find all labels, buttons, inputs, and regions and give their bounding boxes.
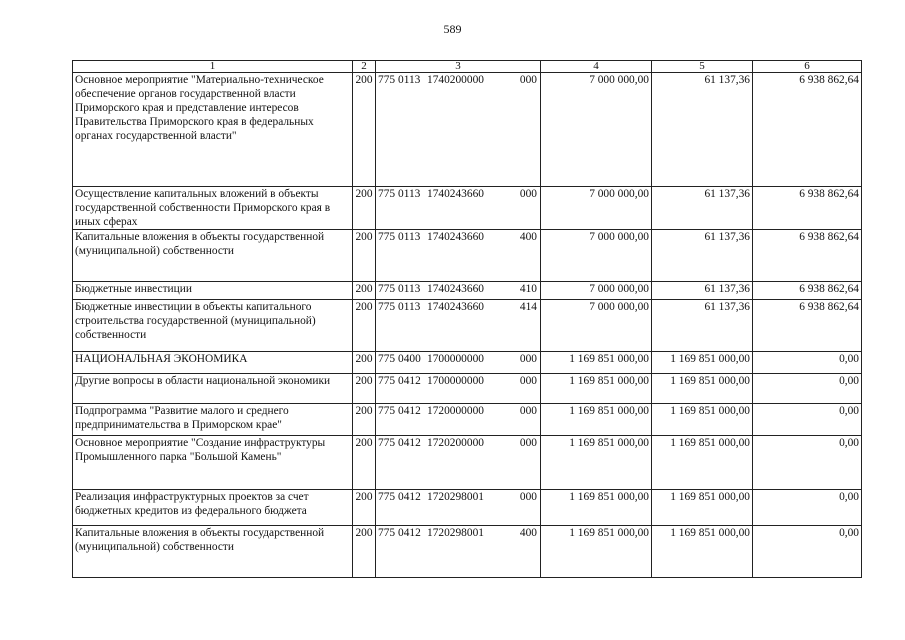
row-classification-codes [376, 490, 541, 526]
code-expense-type: 414 [519, 301, 537, 313]
row-classification-codes [376, 282, 541, 300]
row-code-col2: 200 [353, 526, 376, 578]
row-amount-col6: 6 938 862,64 [753, 230, 862, 282]
row-amount-col6: 0,00 [753, 436, 862, 490]
row-name: Бюджетные инвестиции в объекты капитального строительства государственной (муниципальной) собственности [73, 300, 353, 352]
row-amount-col5: 61 137,36 [652, 73, 753, 187]
row-code-col2: 200 [353, 187, 376, 230]
row-code-col2: 200 [353, 300, 376, 352]
code-section: 0113 [398, 74, 421, 86]
column-header-4: 4 [541, 61, 652, 73]
row-amount-col4: 1 169 851 000,00 [541, 526, 652, 578]
row-name: Капитальные вложения в объекты государственной (муниципальной) собственности [73, 526, 353, 578]
code-admin: 775 [378, 353, 396, 365]
code-admin: 775 [378, 375, 396, 387]
row-classification-codes [376, 187, 541, 230]
code-section: 0113 [398, 231, 421, 243]
row-amount-col4: 1 169 851 000,00 [541, 436, 652, 490]
code-section: 0412 [398, 405, 421, 417]
row-amount-col5: 1 169 851 000,00 [652, 404, 753, 436]
row-classification-codes [376, 300, 541, 352]
row-amount-col5: 61 137,36 [652, 282, 753, 300]
row-code-col2: 200 [353, 490, 376, 526]
code-section: 0113 [398, 188, 421, 200]
code-expense-type: 000 [519, 405, 537, 417]
page-number: 589 [443, 22, 462, 36]
code-admin: 775 [378, 74, 396, 86]
code-expense-type: 000 [519, 188, 537, 200]
row-code-col2: 200 [353, 436, 376, 490]
row-name: Основное мероприятие "Создание инфраструктуры Промышленного парка "Большой Камень" [73, 436, 353, 490]
code-section: 0412 [398, 527, 421, 539]
row-classification-codes [376, 436, 541, 490]
row-classification-codes [376, 526, 541, 578]
column-header-3: 3 [376, 61, 541, 73]
row-code-col2: 200 [353, 352, 376, 374]
table-row [73, 490, 862, 526]
code-expense-type: 000 [519, 437, 537, 449]
row-name: Бюджетные инвестиции [73, 282, 353, 300]
row-amount-col6: 6 938 862,64 [753, 300, 862, 352]
row-code-col2: 200 [353, 404, 376, 436]
code-admin: 775 [378, 491, 396, 503]
code-section: 0412 [398, 491, 421, 503]
row-amount-col5: 1 169 851 000,00 [652, 436, 753, 490]
row-amount-col4: 1 169 851 000,00 [541, 404, 652, 436]
code-expense-type: 400 [519, 231, 537, 243]
code-target-article: 1700000000 [427, 375, 484, 387]
code-expense-type: 410 [519, 283, 537, 295]
code-target-article: 1720200000 [427, 437, 484, 449]
code-expense-type: 000 [519, 375, 537, 387]
table-row [73, 526, 862, 578]
row-classification-codes [376, 352, 541, 374]
row-code-col2: 200 [353, 374, 376, 404]
table-row [73, 230, 862, 282]
row-amount-col4: 7 000 000,00 [541, 230, 652, 282]
table-row [73, 300, 862, 352]
code-expense-type: 000 [519, 74, 537, 86]
code-expense-type: 000 [519, 353, 537, 365]
row-amount-col6: 0,00 [753, 374, 862, 404]
table-row [73, 73, 862, 187]
row-amount-col6: 0,00 [753, 490, 862, 526]
code-target-article: 1720298001 [427, 491, 484, 503]
row-name: Основное мероприятие "Материально-техническое обеспечение органов государственной власти Приморского края и представление интересов Правительства Приморского края в федеральных органах государственной власти" [73, 73, 353, 187]
row-code-col2: 200 [353, 230, 376, 282]
row-amount-col5: 1 169 851 000,00 [652, 526, 753, 578]
table-body [73, 73, 862, 578]
code-section: 0412 [398, 437, 421, 449]
code-admin: 775 [378, 283, 396, 295]
code-target-article: 1720000000 [427, 405, 484, 417]
row-amount-col4: 1 169 851 000,00 [541, 490, 652, 526]
code-target-article: 1740243660 [427, 231, 484, 243]
code-target-article: 1720298001 [427, 527, 484, 539]
code-target-article: 1740243660 [427, 283, 484, 295]
row-amount-col5: 61 137,36 [652, 230, 753, 282]
row-amount-col6: 6 938 862,64 [753, 73, 862, 187]
row-name: Реализация инфраструктурных проектов за счет бюджетных кредитов из федерального бюджета [73, 490, 353, 526]
row-classification-codes [376, 374, 541, 404]
row-amount-col4: 7 000 000,00 [541, 187, 652, 230]
budget-table [72, 60, 862, 578]
row-amount-col4: 1 169 851 000,00 [541, 352, 652, 374]
code-expense-type: 000 [519, 491, 537, 503]
table-row [73, 374, 862, 404]
row-amount-col4: 7 000 000,00 [541, 300, 652, 352]
row-name: Подпрограмма "Развитие малого и среднего предпринимательства в Приморском крае" [73, 404, 353, 436]
code-admin: 775 [378, 527, 396, 539]
row-amount-col6: 0,00 [753, 404, 862, 436]
row-amount-col4: 7 000 000,00 [541, 282, 652, 300]
table-row [73, 404, 862, 436]
row-name: Осуществление капитальных вложений в объекты государственной собственности Приморского края в иных сферах [73, 187, 353, 230]
table-row [73, 187, 862, 230]
code-admin: 775 [378, 437, 396, 449]
row-name: Другие вопросы в области национальной экономики [73, 374, 353, 404]
code-target-article: 1700000000 [427, 353, 484, 365]
column-header-2: 2 [353, 61, 376, 73]
row-amount-col5: 1 169 851 000,00 [652, 352, 753, 374]
row-amount-col6: 0,00 [753, 526, 862, 578]
header-row [73, 61, 862, 73]
row-amount-col4: 1 169 851 000,00 [541, 374, 652, 404]
code-section: 0113 [398, 283, 421, 295]
row-name: Капитальные вложения в объекты государственной (муниципальной) собственности [73, 230, 353, 282]
row-amount-col6: 6 938 862,64 [753, 187, 862, 230]
code-target-article: 1740243660 [427, 188, 484, 200]
code-admin: 775 [378, 188, 396, 200]
row-amount-col5: 61 137,36 [652, 300, 753, 352]
row-amount-col6: 0,00 [753, 352, 862, 374]
code-admin: 775 [378, 231, 396, 243]
row-name: НАЦИОНАЛЬНАЯ ЭКОНОМИКА [73, 352, 353, 374]
row-classification-codes [376, 230, 541, 282]
table-row [73, 282, 862, 300]
code-section: 0400 [398, 353, 421, 365]
row-amount-col4: 7 000 000,00 [541, 73, 652, 187]
code-admin: 775 [378, 301, 396, 313]
row-classification-codes [376, 404, 541, 436]
code-expense-type: 400 [519, 527, 537, 539]
code-target-article: 1740243660 [427, 301, 484, 313]
row-amount-col5: 1 169 851 000,00 [652, 374, 753, 404]
row-amount-col5: 1 169 851 000,00 [652, 490, 753, 526]
code-section: 0113 [398, 301, 421, 313]
row-amount-col5: 61 137,36 [652, 187, 753, 230]
code-admin: 775 [378, 405, 396, 417]
row-amount-col6: 6 938 862,64 [753, 282, 862, 300]
code-target-article: 1740200000 [427, 74, 484, 86]
column-header-1: 1 [73, 61, 353, 73]
row-classification-codes [376, 73, 541, 187]
row-code-col2: 200 [353, 282, 376, 300]
code-section: 0412 [398, 375, 421, 387]
column-header-5: 5 [652, 61, 753, 73]
row-code-col2: 200 [353, 73, 376, 187]
column-header-6: 6 [753, 61, 862, 73]
table-row [73, 352, 862, 374]
table-row [73, 436, 862, 490]
